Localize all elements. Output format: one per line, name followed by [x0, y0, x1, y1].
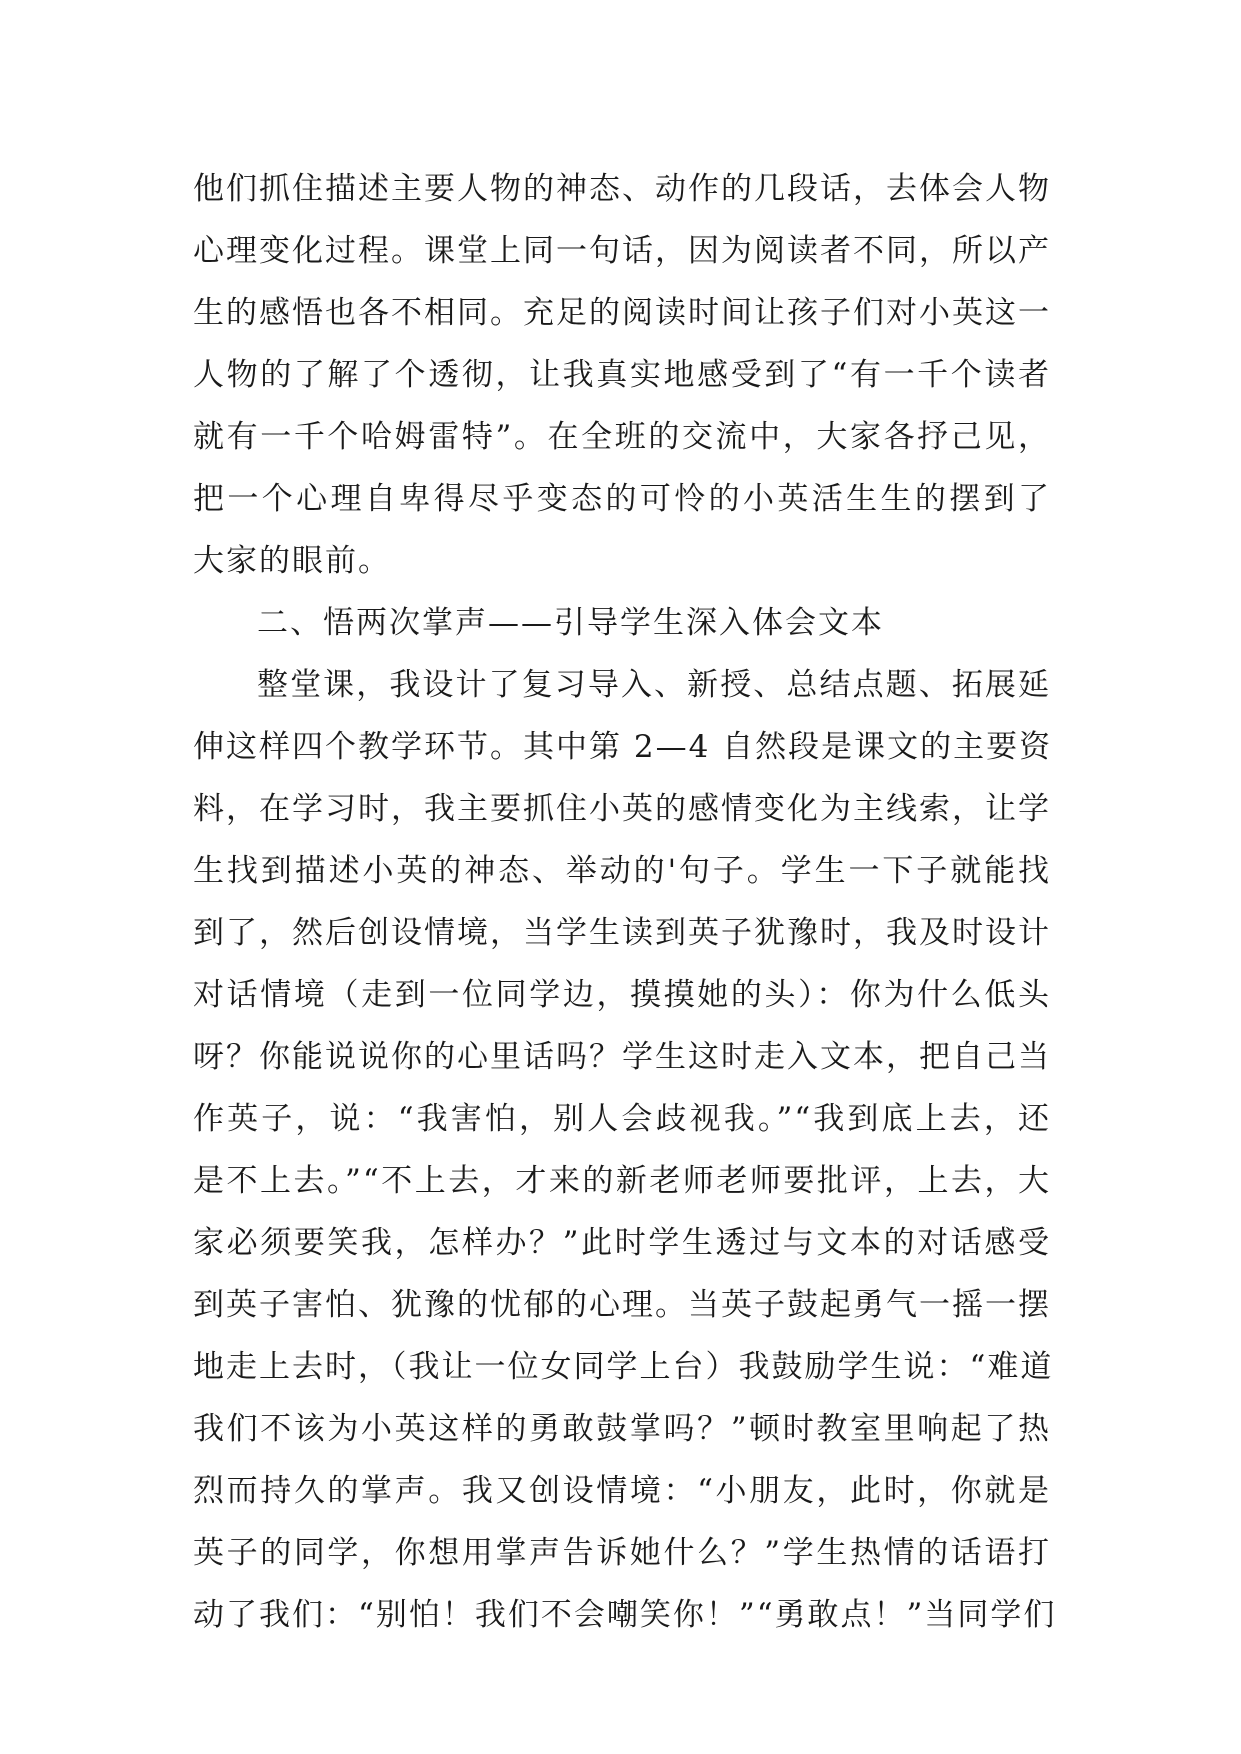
text-line: 人物的了解了个透彻，让我真实地感受到了“有一千个读者 — [193, 357, 1051, 393]
text-line: 到英子害怕、犹豫的忧郁的心理。当英子鼓起勇气一摇一摆 — [193, 1287, 1051, 1323]
text-line: 大家的眼前。 — [193, 543, 391, 579]
text-line: 家必须要笑我，怎样办？”此时学生透过与文本的对话感受 — [193, 1225, 1051, 1261]
body-text — [193, 158, 1057, 1646]
text-line: 是不上去。”“不上去，才来的新老师老师要批评，上去，大 — [193, 1163, 1051, 1199]
text-line: 二、悟两次掌声——引导学生深入体会文本 — [257, 605, 884, 641]
text-line: 到了，然后创设情境，当学生读到英子犹豫时，我及时设计 — [193, 915, 1051, 951]
text-line: 生找到描述小英的神态、举动的'句子。学生一下子就能找 — [193, 853, 1051, 889]
text-line: 呀？你能说说你的心里话吗？学生这时走入文本，把自己当 — [193, 1039, 1051, 1075]
text-line: 生的感悟也各不相同。充足的阅读时间让孩子们对小英这一 — [193, 295, 1051, 331]
text-line: 就有一千个哈姆雷特”。在全班的交流中，大家各抒己见， — [193, 419, 1051, 455]
text-line: 英子的同学，你想用掌声告诉她什么？”学生热情的话语打 — [193, 1535, 1051, 1571]
text-line: 整堂课，我设计了复习导入、新授、总结点题、拓展延 — [257, 667, 1051, 703]
text-line: 心理变化过程。课堂上同一句话，因为阅读者不同，所以产 — [193, 233, 1051, 269]
text-line: 把一个心理自卑得尽乎变态的可怜的小英活生生的摆到了 — [193, 481, 1051, 517]
text-line: 烈而持久的掌声。我又创设情境：“小朋友，此时，你就是 — [193, 1473, 1051, 1509]
text-line: 料，在学习时，我主要抓住小英的感情变化为主线索，让学 — [193, 791, 1051, 827]
text-line: 作英子，说：“我害怕，别人会歧视我。”“我到底上去，还 — [193, 1101, 1051, 1137]
text-line: 他们抓住描述主要人物的神态、动作的几段话，去体会人物 — [193, 171, 1051, 207]
text-line: 我们不该为小英这样的勇敢鼓掌吗？”顿时教室里响起了热 — [193, 1411, 1051, 1447]
text-line: 动了我们：“别怕！我们不会嘲笑你！”“勇敢点！”当同学们 — [193, 1597, 1057, 1633]
text-line: 对话情境（走到一位同学边，摸摸她的头）：你为什么低头 — [193, 977, 1051, 1013]
text-line: 伸这样四个教学环节。其中第 2—4 自然段是课文的主要资 — [193, 729, 1053, 765]
text-line: 地走上去时，（我让一位女同学上台）我鼓励学生说：“难道 — [193, 1349, 1054, 1385]
